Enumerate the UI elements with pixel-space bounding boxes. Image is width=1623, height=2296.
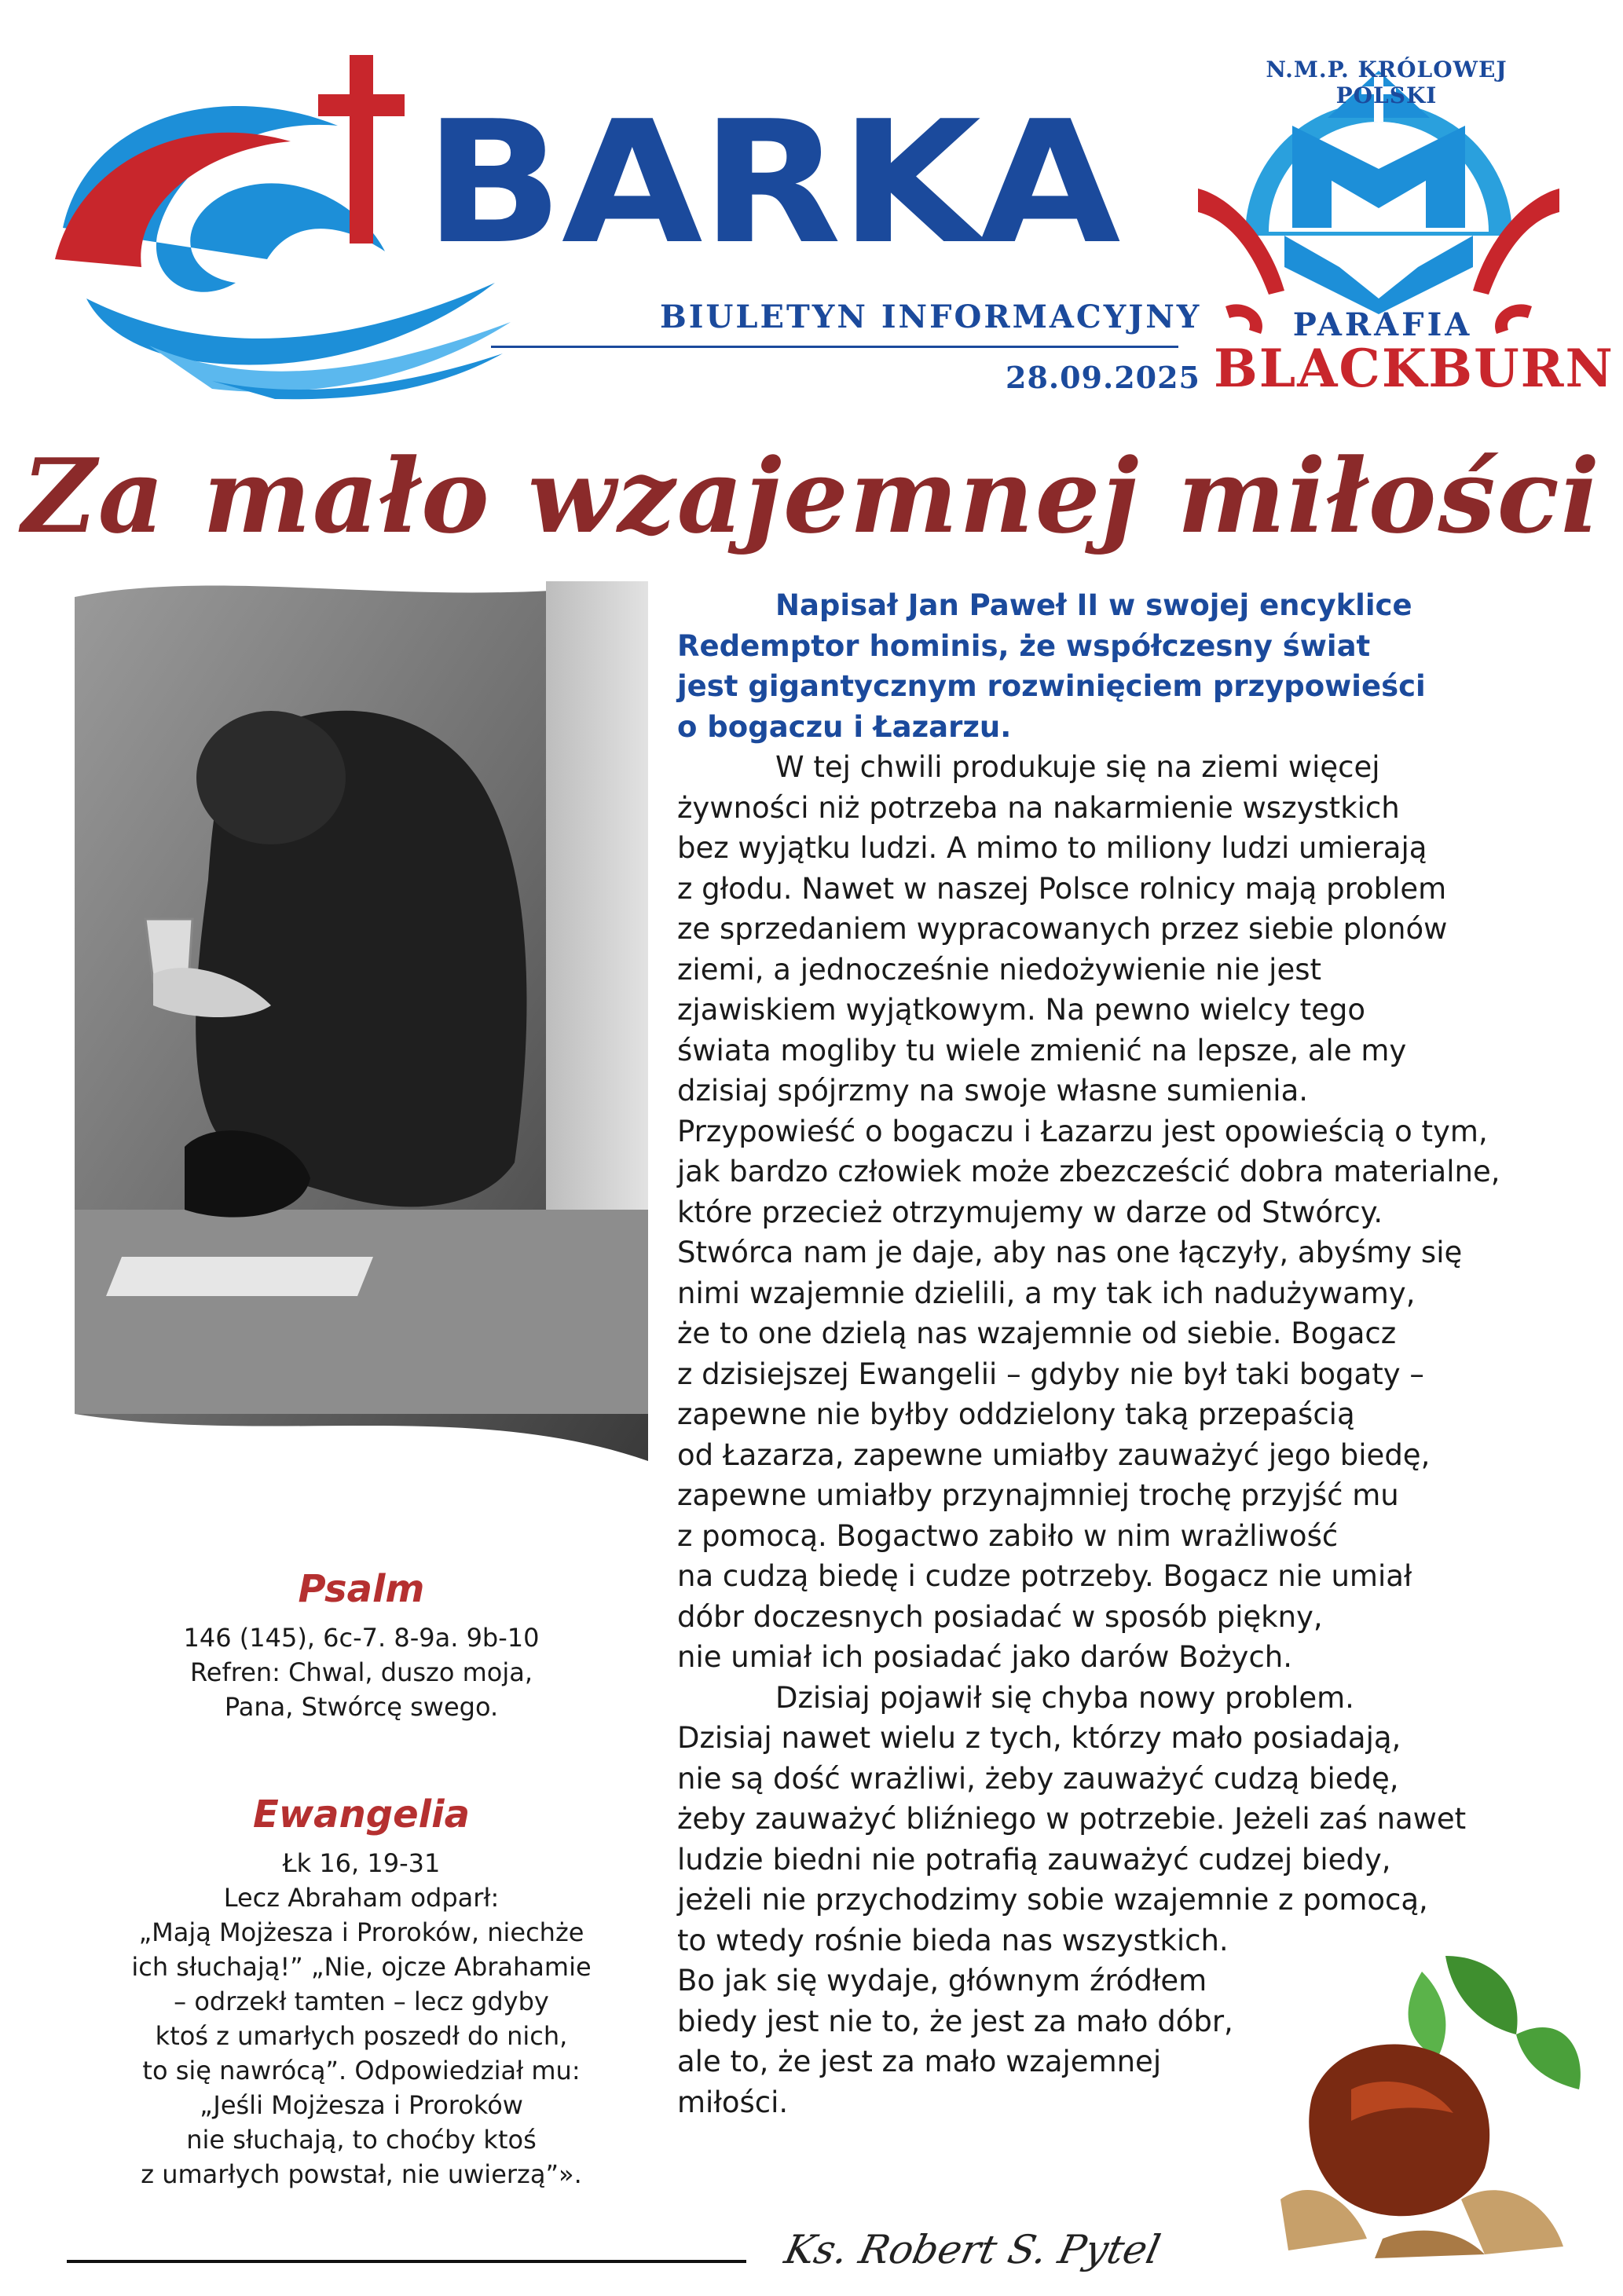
psalm-text xyxy=(75,1620,648,1724)
psalm-line: Refren: Chwal, duszo moja, xyxy=(190,1657,533,1687)
article-intro: Napisał Jan Paweł II w swojej encyklice Redemptor hominis, że współczesny świat jest gigantycznym rozwinięciem przypowieści o bogaczu i Łazarzu. xyxy=(677,588,1426,744)
main-article xyxy=(677,585,1581,2122)
header-divider xyxy=(491,346,1178,348)
gospel-line: ich słuchają!” „Nie, ojcze Abrahamie xyxy=(131,1952,592,1982)
gospel-line: z umarłych powstał, nie uwierzą”». xyxy=(141,2159,582,2189)
homeless-man-photo xyxy=(75,566,648,1547)
brand-title: BARKA xyxy=(424,84,1119,281)
gospel-line: nie słuchają, to choćby ktoś xyxy=(186,2125,537,2155)
page-title: Za mało wzajemnej miłości xyxy=(21,436,1602,556)
article-paragraph: Dzisiaj pojawił się chyba nowy problem. Dzisiaj nawet wielu z tych, którzy mało posiadają, nie są dość wrażliwi, żeby zauważyć cudzą biedę, żeby zauważyć bliźniego w potrzebie. Jeżeli zaś nawet ludzie biedni nie potrafią zauważyć cudzej biedy, jeżeli nie przychodzimy sobie wzajemnie z pomocą, to wtedy rośnie bieda nas wszystkich. Bo jak się wydaje, głównym źródłem biedy jest nie to, że jest za mało dóbr, ale to, że jest za mało wzajemnej miłości. xyxy=(677,1680,1467,2119)
gospel-heading: Ewangelia xyxy=(253,1792,470,1836)
chestnut-illustration xyxy=(1265,1940,1595,2262)
seal-city-name: BLACKBURN xyxy=(1214,338,1614,399)
gospel-line: „Mają Mojżesza i Proroków, niechże xyxy=(138,1917,584,1947)
article-paragraph: W tej chwili produkuje się na ziemi więcej żywności niż potrzeba na nakarmienie wszystkich bez wyjątku ludzi. A mimo to miliony ludzi umierają z głodu. Nawet w naszej Polsce rolnicy mają problem ze sprzedaniem wypracowanych przez siebie plonów ziemi, a jednocześnie niedożywienie nie jest zjawiskiem wyjątkowym. Na pewno wielcy tego świata mogliby tu wiele zmienić na lepsze, ale my dzisiaj spójrzmy na swoje własne sumienia. Przypowieść o bogaczu i Łazarzu jest opowieścią o tym, jak bardzo człowiek może zbezcześcić dobra materialne, które przecież otrzymujemy w darze od Stwórcy. Stwórca nam je daje, aby nas one łączyły, abyśmy się nimi wzajemnie dzielili, a my tak ich nadużywamy, że to one dzielą nas wzajemnie od siebie. Bogacz z dzisiejszej Ewangelii – gdyby nie był taki bogaty – zapewne nie byłby oddzielony taką przepaścią od Łazarza, zapewne umiałby zauważyć jego biedę, zapewne umiałby przynajmniej trochę przyjść mu z pomocą. Bogactwo zabiło w nim wrażliwość na cudzą biedę i cudze potrzeby. Bogacz nie umiał dóbr doczesnych posiadać w sposób piękny, nie umiał ich posiadać jako darów Bożych. xyxy=(677,750,1500,1674)
gospel-line: Lecz Abraham odparł: xyxy=(223,1883,500,1913)
seal-top-text: N.M.P. KRÓLOWEJ POLSKI xyxy=(1266,57,1508,108)
gospel-line: – odrzekł tamten – lecz gdyby xyxy=(174,1987,549,2016)
gospel-line: ktoś z umarłych poszedł do nich, xyxy=(155,2021,568,2051)
psalm-line: Pana, Stwórcę swego. xyxy=(224,1692,499,1722)
seal-parish-label: PARAFIA xyxy=(1292,306,1473,343)
gospel-line: to się nawrócą”. Odpowiedział mu: xyxy=(142,2056,581,2085)
bulletin-subtitle: BIULETYN INFORMACYJNY xyxy=(660,298,1202,335)
author-signature: Ks. Robert S. Pytel xyxy=(780,2227,1165,2272)
gospel-line: Łk 16, 19-31 xyxy=(282,1848,441,1878)
signature-line xyxy=(67,2260,746,2263)
gospel-line: „Jeśli Mojżesza i Proroków xyxy=(200,2090,523,2120)
gospel-text xyxy=(75,1846,648,2192)
psalm-line: 146 (145), 6c-7. 8-9a. 9b-10 xyxy=(183,1623,540,1653)
psalm-heading: Psalm xyxy=(298,1567,425,1611)
issue-date: 28.09.2025 xyxy=(1006,360,1200,395)
